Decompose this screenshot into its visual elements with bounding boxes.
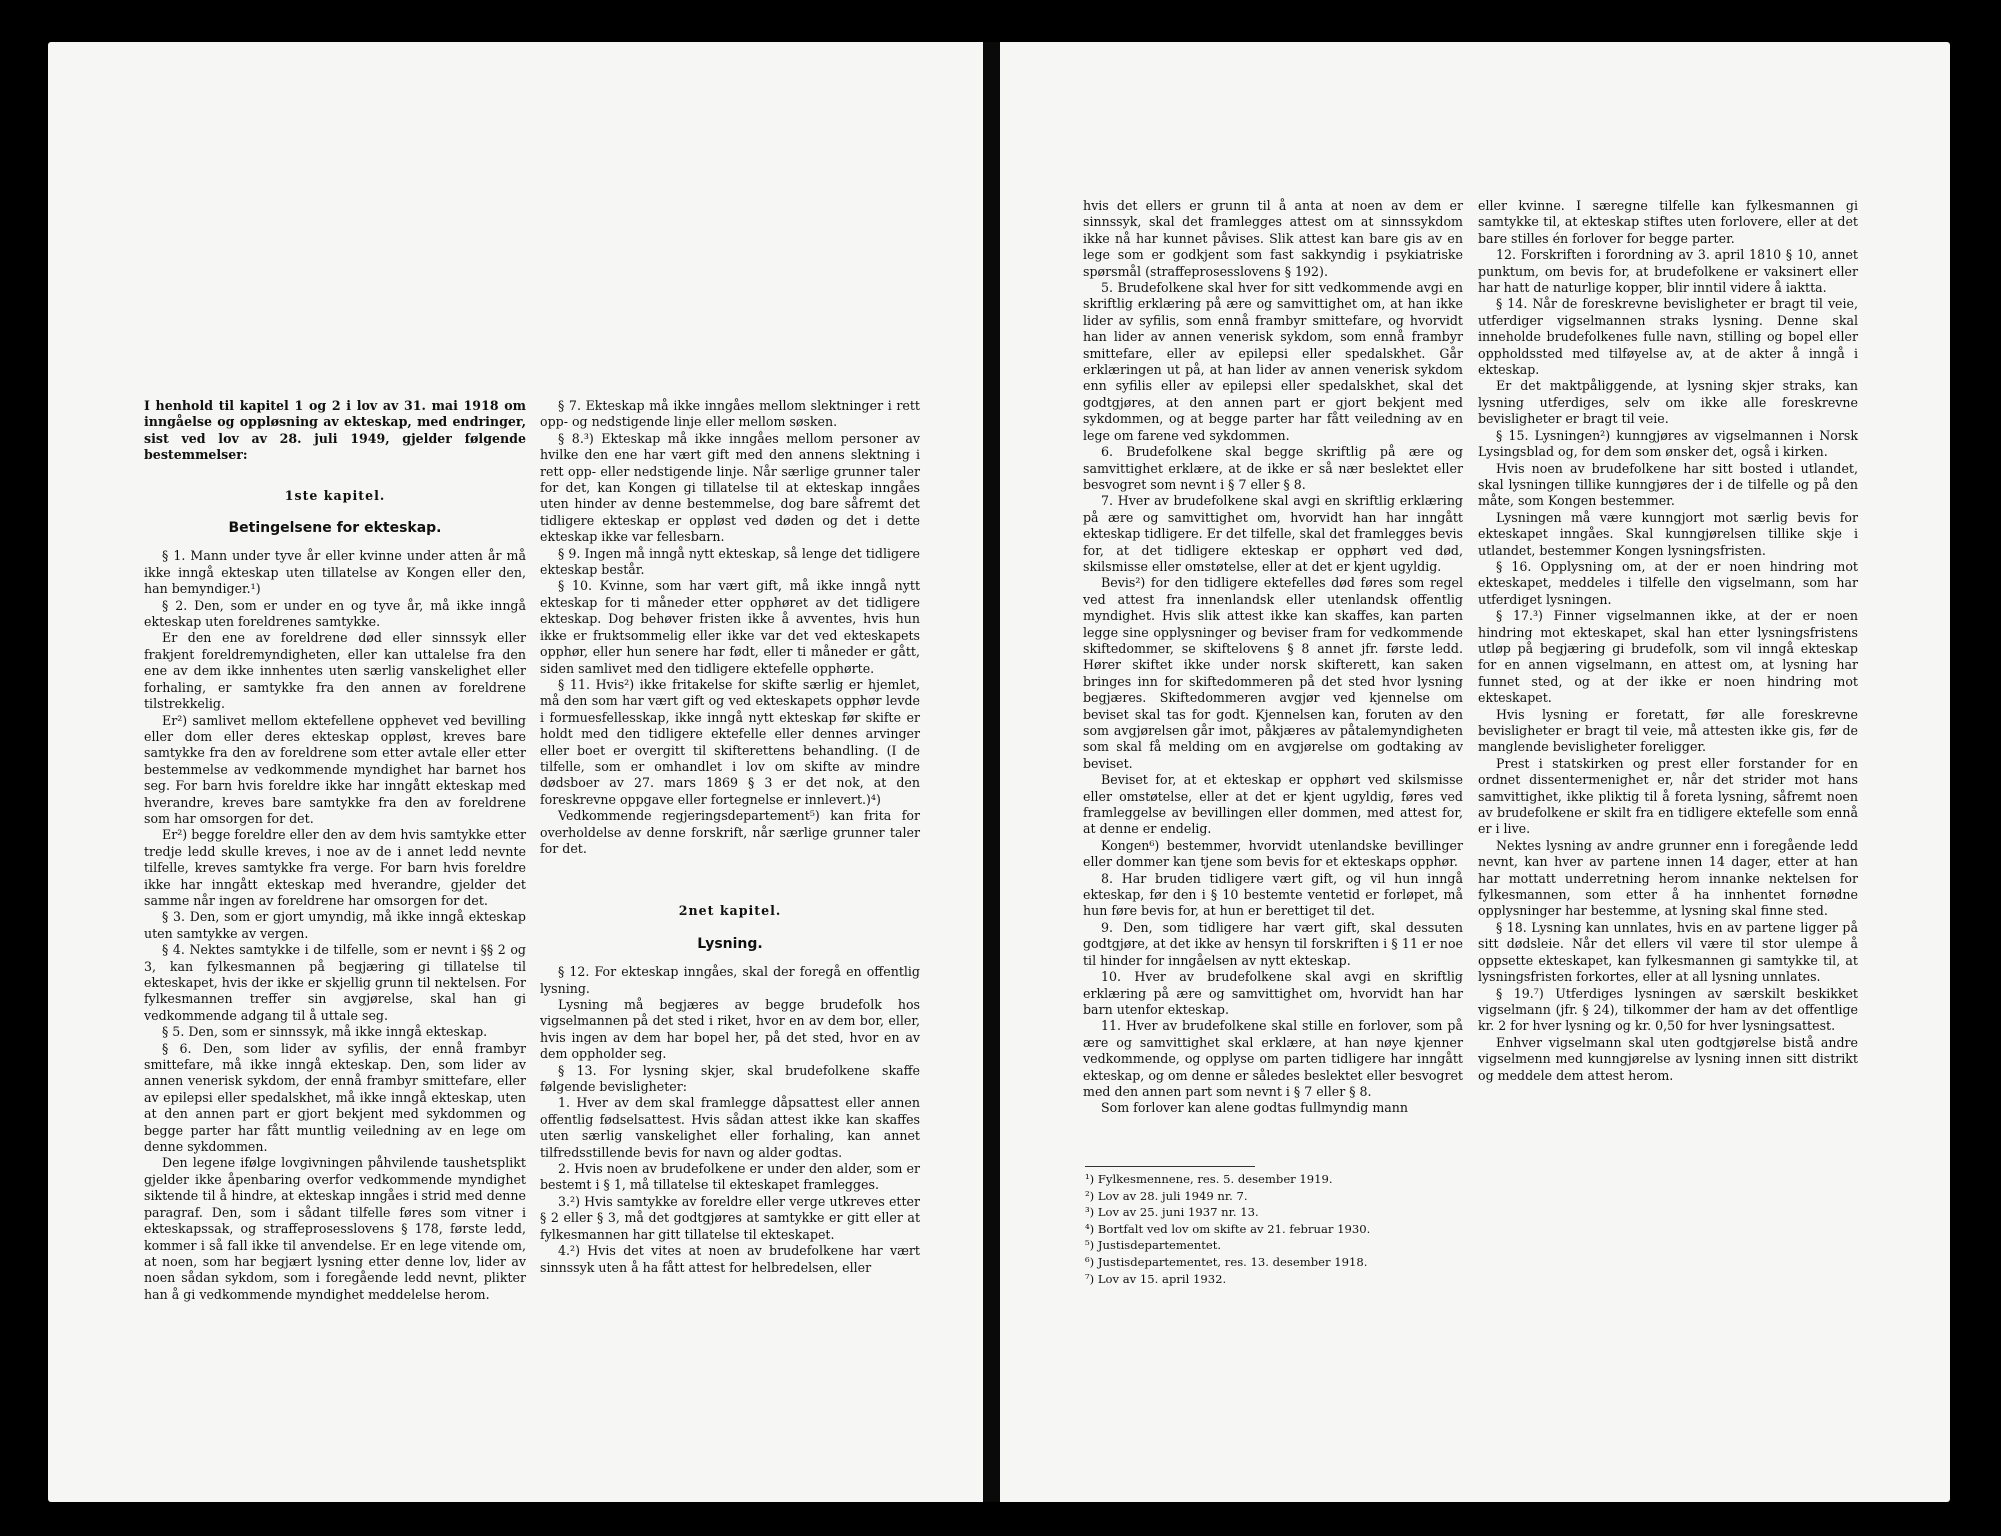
chapter-1-paragraphs xyxy=(144,548,526,1303)
paragraph: Er den ene av foreldrene død eller sinnssyk eller frakjent foreldremyndigheten, eller kan uttalelse fra den ene av dem ikke innhentes uten særlig vanskelighet eller forhaling, er samtykke fra den annen av foreldrene tilstrekkelig. xyxy=(144,630,526,712)
paragraph: § 10. Kvinne, som har vært gift, må ikke inngå nytt ekteskap for ti måneder etter opphøret av det tidligere ekteskap. Dog behøver fristen ikke å avventes, hvis hun ikke er fruktsommelig eller ikke var det ved ekteskapets opphør, eller hun senere har født, eller ti måneder er gått, siden samlivet med den tidligere ektefelle opphørte. xyxy=(540,578,920,676)
paragraph: Kongen⁶) bestemmer, hvorvidt utenlandske bevillinger eller dommer kan tjene som bevis for et ekteskaps opphør. xyxy=(1083,837,1463,870)
paragraph: 11. Hver av brudefolkene skal stille en forlover, som på ære og samvittighet skal erklære, at han nøye kjenner vedkommende, og opplyse om parten tidligere har inngått ekteskap, og om denne er således beslektet eller besvogret med den annen part som nevnt i § 7 eller § 8. xyxy=(1083,1018,1463,1099)
footnote: ⁵) Justisdepartementet. xyxy=(1085,1238,1222,1253)
paragraph: § 5. Den, som er sinnssyk, må ikke inngå ekteskap. xyxy=(162,1024,488,1040)
footnote-list xyxy=(1085,1171,1465,1287)
paragraph: Bevis²) for den tidligere ektefelles død føres som regel ved attest fra innenlandsk eller utenlandsk offentlig myndighet. Hvis slik attest ikke kan skaffes, kan parten legge sine opplysninger og beviser fram for vedkommende skiftedommer, se skiftelovens § 8 annet jfr. første ledd. Hører skiftet ikke under norsk skifterett, kan saken bringes inn for skiftedommeren på det sted hvor lysning begjæres. Skiftedommeren avgjør ved kjennelse om beviset skal tas for godt. Kjennelsen kan, foruten av den som avgjørelsen går imot, påkjæres av påtalemyndigheten som skal få melding om en avgjørelse om godtaking av beviset. xyxy=(1083,575,1463,771)
paragraph: Nektes lysning av andre grunner enn i foregående ledd nevnt, kan hver av partene innen 14 dager, etter at han har mottatt underretning herom innanke nektelsen for fylkesmannen, som etter å ha innhentet fornødne opplysninger har bestemme, at lysning skal finne sted. xyxy=(1478,837,1858,919)
footnote: ³) Lov av 25. juni 1937 nr. 13. xyxy=(1085,1205,1259,1220)
paragraph: Beviset for, at et ekteskap er opphørt ved skilsmisse eller omstøtelse, eller at det er kjent ugyldig, føres ved framleggelse av bevillingen eller dommen, med attest for, at denne er endelig. xyxy=(1083,772,1463,837)
paragraph: § 19.⁷) Utferdiges lysningen av særskilt beskikket vigselmann (jfr. § 24), tilkommer der ham av det offentlige kr. 2 for hver lysning og kr. 0,50 for hver lysningsattest. xyxy=(1478,985,1858,1034)
paragraph: § 1. Mann under tyve år eller kvinne under atten år må ikke inngå ekteskap uten tillatelse av Kongen eller den, han bemyndiger.¹) xyxy=(144,548,526,597)
book-gutter xyxy=(983,42,1000,1502)
paragraph: Prest i statskirken og prest eller forstander for en ordnet dissentermenighet er, når det strider mot hans samvittighet, ikke pliktig til å foreta lysning, såfremt noen av brudefolkene er skilt fra en tidligere ektefelle som ennå er i live. xyxy=(1478,755,1858,837)
chapter-1-paragraphs-cont xyxy=(540,398,920,857)
text-column-2 xyxy=(540,398,920,1276)
paragraph: § 7. Ekteskap må ikke inngåes mellom slektninger i rett opp- og nedstigende linje eller mellom søsken. xyxy=(540,398,920,430)
paragraph: Lysning må begjæres av begge brudefolk hos vigselmannen på det sted i riket, hvor en av dem bor, eller, hvis ingen av dem har bopel her, på det sted, hvor en av dem oppholder seg. xyxy=(540,997,920,1062)
paragraph: § 18. Lysning kan unnlates, hvis en av partene ligger på sitt dødsleie. Når det ellers vil være til stor ulempe å oppsette ekteskapet, kan fylkesmannen gi samtykke til, at lysningsfristen forkortes, eller at all lysning unnlates. xyxy=(1478,919,1858,985)
paragraph: Er det maktpåliggende, at lysning skjer straks, kan lysning utferdiges, selv om ikke alle foreskrevne bevisligheter er bragt til veie. xyxy=(1478,378,1858,427)
footnotes xyxy=(1085,1166,1465,1287)
intro-text: I henhold til kapitel 1 og 2 i lov av 31. mai 1918 om inngåelse og oppløsning av ekteskap, med endringer, sist ved lov av 28. juli 1949, gjelder følgende bestemmelser: xyxy=(144,398,526,463)
text-column-3 xyxy=(1083,198,1463,1117)
paragraph: Er²) begge foreldre eller den av dem hvis samtykke etter tredje ledd skulle kreves, i noe av de i annet ledd nevnte tilfelle, kreves samtykke fra verge. For barn hvis foreldre ikke har inngått ekteskap med hverandre, gjelder det samme når ingen av foreldrene har omsorgen for det. xyxy=(144,827,526,908)
paragraph: eller kvinne. I særegne tilfelle kan fylkesmannen gi samtykke til, at ekteskap stiftes uten forlovere, eller at det bare stilles én forlover for begge parter. xyxy=(1478,198,1858,246)
paragraph: § 13. For lysning skjer, skal brudefolkene skaffe følgende bevisligheter: xyxy=(540,1062,920,1095)
paragraph: 5. Brudefolkene skal hver for sitt vedkommende avgi en skriftlig erklæring på ære og samvittighet om, at han ikke lider av syfilis, som ennå frambyr smittefare, og hvorvidt han lider av annen venerisk sykdom, som ennå frambyr smittefare, eller av epilepsi eller spedalskhet. Går erklæringen ut på, at han lider av annen venerisk sykdom enn syfilis eller av epilepsi eller spedalskhet, skal det godtgjøres, at den annen part er gjort bekjent med sykdommen, og at begge parter har fått veiledning av en lege om farene ved sykdommen. xyxy=(1083,280,1463,443)
paragraph: § 4. Nektes samtykke i de tilfelle, som er nevnt i §§ 2 og 3, kan fylkesmannen på begjæring gi tillatelse til ekteskapet, hvis der ikke er skjellig grunn til nektelsen. For fylkesmannen treffer sin avgjørelse, skal han gi vedkommende adgang til å uttale seg. xyxy=(144,942,526,1023)
paragraph: Enhver vigselmann skal uten godtgjørelse bistå andre vigselmenn med kunngjørelse av lysning innen sitt distrikt og meddele dem attest herom. xyxy=(1478,1034,1858,1083)
paragraph: Er²) samlivet mellom ektefellene opphevet ved bevilling eller dom eller deres ekteskap oppløst, kreves bare samtykke fra den av foreldrene som etter avtale eller etter bestemmelse av vedkommende myndighet har barnet hos seg. For barn hvis foreldre ikke har inngått ekteskap med hverandre, kreves bare samtykke fra den av foreldrene som har omsorgen for det. xyxy=(144,712,526,826)
footnote-rule xyxy=(1085,1166,1255,1167)
paragraph: 8. Har bruden tidligere vært gift, og vil hun inngå ekteskap, før den i § 10 bestemte ventetid er forløpet, må hun føre bevis for, at hun er berettiget til det. xyxy=(1083,870,1463,919)
paragraph: Lysningen må være kunngjort mot særlig bevis for ekteskapet inngåes. Skal kunngjørelsen tillike skje i utlandet, bestemmer Kongen lysningsfristen. xyxy=(1478,509,1858,558)
footnote: ²) Lov av 28. juli 1949 nr. 7. xyxy=(1085,1188,1248,1203)
text-column-1 xyxy=(144,398,526,1303)
chapter-1-heading: 1ste kapitel. xyxy=(284,487,386,503)
paragraph: § 16. Opplysning om, at der er noen hindring mot ekteskapet, meddeles i tilfelle den vigselmann, som har utferdiget lysningen. xyxy=(1478,558,1858,607)
paragraph: 1. Hver av dem skal framlegge dåpsattest eller annen offentlig fødselsattest. Hvis sådan attest ikke kan skaffes uten særlig vanskelighet eller forhaling, kan annet tilfredsstillende bevis for navn og alder godtas. xyxy=(540,1095,920,1160)
paragraph: hvis det ellers er grunn til å anta at noen av dem er sinnssyk, skal det framlegges attest om at sinnssykdom ikke nå har kunnet påvises. Slik attest kan bare gis av en lege som er godkjent som fast sakkyndig i psykiatriske spørsmål (straffeprosesslovens § 192). xyxy=(1083,198,1463,279)
paragraph: 12. Forskriften i forordning av 3. april 1810 § 10, annet punktum, om bevis for, at brudefolkene er vaksinert eller har hatt de naturlige kopper, blir inntil videre å iaktta. xyxy=(1478,247,1858,296)
footnote: ⁴) Bortfalt ved lov om skifte av 21. februar 1930. xyxy=(1085,1221,1371,1236)
paragraph: § 8.³) Ekteskap må ikke inngåes mellom personer av hvilke den ene har vært gift med den annens slektning i rett opp- eller nedstigende linje. Når særlige grunner taler for det, kan Kongen gi tillatelse til at ekteskap inngåes uten hinder av denne bestemmelse, dog bare såfremt det tidligere ekteskap er oppløst ved døden og det i dette ekteskap ikke var fellesbarn. xyxy=(540,430,920,545)
paragraph: 6. Brudefolkene skal begge skriftlig på ære og samvittighet erklære, at de ikke er så nær beslektet eller besvogret som nevnt i § 7 eller § 8. xyxy=(1083,444,1463,492)
text-column-4 xyxy=(1478,198,1858,1084)
paragraph: Hvis lysning er foretatt, før alle foreskrevne bevisligheter er bragt til veie, må attesten ikke gis, før de manglende bevisligheter foreligger. xyxy=(1478,706,1858,755)
paragraph: § 3. Den, som er gjort umyndig, må ikke inngå ekteskap uten samtykke av vergen. xyxy=(144,909,526,941)
paragraph: § 9. Ingen må inngå nytt ekteskap, så lenge det tidligere ekteskap består. xyxy=(540,545,920,578)
paragraph: § 15. Lysningen²) kunngjøres av vigselmannen i Norsk Lysingsblad og, for dem som ønsker det, også i kirken. xyxy=(1478,427,1858,460)
paragraph: Som forlover kan alene godtas fullmyndig mann xyxy=(1101,1100,1408,1116)
paragraph: § 6. Den, som lider av syfilis, der ennå frambyr smittefare, må ikke inngå ekteskap. Den, som lider av annen venerisk sykdom, der ennå frambyr smittefare, eller av epilepsi eller spedalskhet, må ikke inngå ekteskap, uten at den annen part er gjort bekjent med sykdommen og begge parter har fått muntlig veiledning av en lege om denne sykdommen. xyxy=(144,1040,526,1155)
footnote: ⁷) Lov av 15. april 1932. xyxy=(1085,1271,1227,1286)
paragraph: Hvis noen av brudefolkene har sitt bosted i utlandet, skal lysningen tillike kunngjøres der i de tilfelle og på den måte, som Kongen bestemmer. xyxy=(1478,460,1858,509)
paragraph: 2. Hvis noen av brudefolkene er under den alder, som er bestemt i § 1, må tillatelse til ekteskapet framlegges. xyxy=(540,1161,920,1193)
paragraph: 7. Hver av brudefolkene skal avgi en skriftlig erklæring på ære og samvittighet om, hvorvidt han har inngått ekteskap tidligere. Er det tilfelle, skal det framlegges bevis for, at det tidligere ekteskap er opphørt ved død, skilsmisse eller omstøtelse, eller at det er kjent ugyldig. xyxy=(1083,493,1463,574)
chapter-2-heading: 2net kapitel. xyxy=(678,903,782,919)
paragraph: 3.²) Hvis samtykke av foreldre eller verge utkreves etter § 2 eller § 3, må det godtgjøres at samtykke er gitt eller at fylkesmannen har gitt tillatelse til ekteskapet. xyxy=(540,1193,920,1242)
paragraph: § 14. Når de foreskrevne bevisligheter er bragt til veie, utferdiger vigselmannen straks lysning. Denne skal inneholde brudefolkenes fulle navn, stilling og bopel eller oppholdssted med tilføyelse av, at de akter å inngå i ekteskap. xyxy=(1478,296,1858,378)
chapter-2-title: Lysning. xyxy=(697,935,763,952)
paragraph: 9. Den, som tidligere har vært gift, skal dessuten godtgjøre, at det ikke av hensyn til forskriften i § 11 er noe til hinder for inngåelsen av nytt ekteskap. xyxy=(1083,919,1463,968)
footnote: ⁶) Justisdepartementet, res. 13. desember 1918. xyxy=(1085,1254,1368,1269)
paragraph: § 11. Hvis²) ikke fritakelse for skifte særlig er hjemlet, må den som har vært gift og ved ekteskapets opphør levde i formuesfellesskap, ikke inngå nytt ekteskap før skifte er holdt med den tidligere ektefelle eller dennes arvinger eller boet er overgitt til skifterettens behandling. (I de tilfelle, som er omhandlet i lov om skifte av mindre dødsboer av 27. mars 1869 § 3 er det nok, at den foreskrevne oppgave eller fortegnelse er innlevert.)⁴) xyxy=(540,676,920,807)
paragraph: 4.²) Hvis det vites at noen av brudefolkene har vært sinnssyk uten å ha fått attest for helbredelsen, eller xyxy=(540,1243,920,1275)
chapter-2-paragraphs xyxy=(540,964,920,1276)
chapter-2-paragraphs-cont xyxy=(1083,198,1463,1117)
footnote: ¹) Fylkesmennene, res. 5. desember 1919. xyxy=(1085,1172,1333,1186)
paragraph: § 2. Den, som er under en og tyve år, må ikke inngå ekteskap uten foreldrenes samtykke. xyxy=(144,597,526,630)
paragraph: 10. Hver av brudefolkene skal avgi en skriftlig erklæring på ære og samvittighet om, hvorvidt han har barn utenfor ekteskap. xyxy=(1083,969,1463,1017)
paragraph: Den legene ifølge lovgivningen påhvilende taushetsplikt gjelder ikke åpenbaring overfor vedkommende myndighet siktende til å hindre, at ekteskap inngåes i strid med denne paragraf. Den, som i sådant tilfelle føres som vitner i ekteskapssak, og straffeprosesslovens § 178, første ledd, kommer i så fall ikke til anvendelse. Er en lege vitende om, at noen, som har begjært lysning etter denne lov, lider av noen sådan sykdom, som i foregående ledd nevnt, plikter han å gi vedkommende myndighet meddelelse herom. xyxy=(144,1155,526,1302)
chapter-2-paragraphs-end xyxy=(1478,198,1858,1084)
paragraph: § 17.³) Finner vigselmannen ikke, at der er noen hindring mot ekteskapet, skal han etter lysningsfristens utløp på begjæring gi brudefolk, som vil inngå ekteskap for en annen vigselmann, en attest om, at lysning har funnet sted, og at der ikke er noen hindring mot ekteskapet. xyxy=(1478,608,1858,706)
chapter-1-title: Betingelsene for ekteskap. xyxy=(228,520,442,537)
paragraph: Vedkommende regjeringsdepartement⁵) kan frita for overholdelse av denne forskrift, når særlige grunner taler for det. xyxy=(540,808,920,856)
paragraph: § 12. For ekteskap inngåes, skal der foregå en offentlig lysning. xyxy=(540,964,920,996)
